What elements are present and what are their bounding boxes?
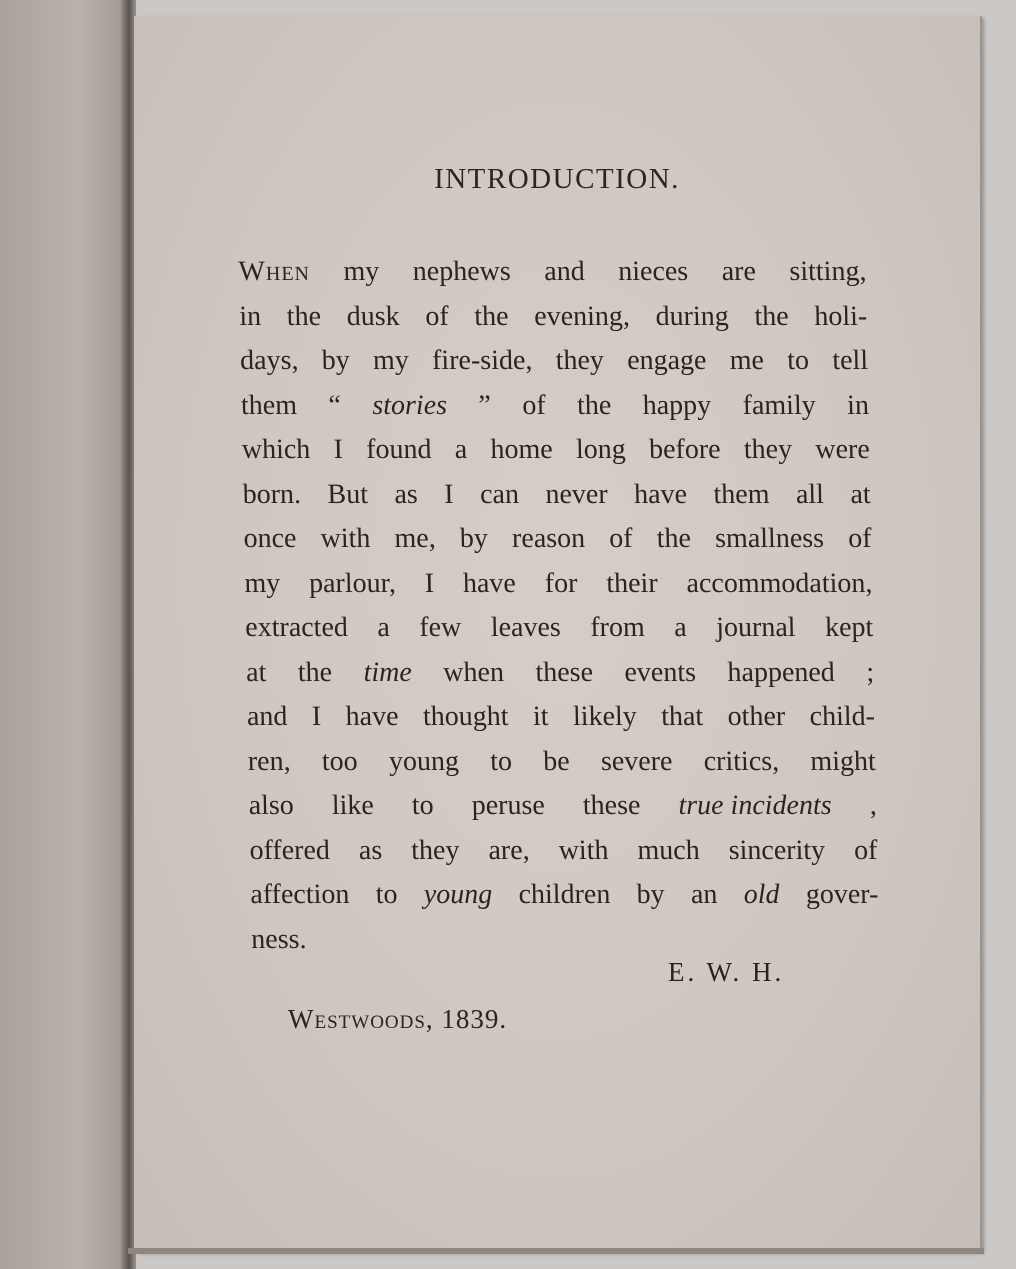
word: ” <box>478 389 492 421</box>
word: I <box>333 434 344 465</box>
italic-text: young <box>423 879 493 910</box>
word: to <box>375 879 398 910</box>
word: they <box>555 345 605 376</box>
word: in <box>846 389 870 421</box>
word: me <box>729 345 765 376</box>
word: sitting, <box>789 256 867 287</box>
place-and-date: Westwoods, 1839. <box>288 1004 508 1034</box>
word: my <box>372 345 410 376</box>
word: of <box>608 523 633 554</box>
introduction-text <box>238 250 880 962</box>
word: a <box>673 612 687 643</box>
word: I <box>424 567 435 599</box>
word: nephews <box>412 256 512 287</box>
word: much <box>637 834 700 866</box>
word: gover- <box>805 879 879 910</box>
text-line <box>244 562 873 607</box>
word: are <box>721 256 757 287</box>
word: critics, <box>703 745 780 777</box>
page-edge <box>128 1248 984 1254</box>
text-line <box>251 918 880 963</box>
word: family <box>742 389 816 421</box>
word: are, <box>488 834 530 866</box>
word: dusk <box>346 300 400 332</box>
word: long <box>575 434 627 465</box>
word: engage <box>626 345 707 376</box>
word: during <box>655 300 729 332</box>
word: all <box>795 478 825 510</box>
word: to <box>786 345 810 376</box>
word: these <box>535 656 594 688</box>
word: by <box>321 345 351 376</box>
word: at <box>850 478 871 510</box>
small-caps-text: When <box>238 256 311 287</box>
word: like <box>331 790 375 821</box>
word: and <box>543 256 585 287</box>
word: of <box>853 834 878 866</box>
word: nieces <box>617 256 689 287</box>
word: a <box>377 612 391 643</box>
word: home <box>490 434 554 465</box>
word: with <box>558 834 609 866</box>
word: few <box>419 612 462 643</box>
word: too <box>321 745 358 777</box>
word: it <box>532 701 549 732</box>
italic-text: time <box>363 656 413 688</box>
text-line <box>248 784 877 829</box>
word: have <box>345 701 399 732</box>
word: the <box>297 656 333 688</box>
word: that <box>660 701 704 732</box>
word: which <box>241 434 311 465</box>
word: these <box>582 790 641 821</box>
word: an <box>690 879 718 910</box>
word: the <box>576 389 612 421</box>
word: , <box>869 790 877 821</box>
word: But <box>327 478 369 510</box>
word: ren, <box>247 745 291 777</box>
italic-text: stories <box>371 389 448 421</box>
word: my <box>244 567 281 599</box>
word: as <box>394 478 419 510</box>
word: of <box>847 523 872 554</box>
word: by <box>459 523 489 554</box>
word: to <box>411 790 434 821</box>
word: the <box>754 300 789 332</box>
word: young <box>388 745 460 777</box>
word: thought <box>422 701 509 732</box>
word: might <box>810 745 877 777</box>
italic-text: old <box>743 879 780 910</box>
text-line <box>238 250 867 295</box>
word: accommodation, <box>686 567 873 599</box>
word: with <box>320 523 371 554</box>
word: kept <box>824 612 874 643</box>
word: them <box>240 389 298 421</box>
italic-text: true incidents <box>678 790 832 821</box>
word: sincerity <box>728 834 826 866</box>
word: by <box>636 879 665 910</box>
word: they <box>410 834 460 866</box>
left-page <box>0 0 132 1269</box>
word: peruse <box>471 790 546 821</box>
word: tell <box>831 345 869 376</box>
word: offered <box>249 834 331 866</box>
word: before <box>648 434 721 465</box>
word: born. <box>242 478 302 510</box>
text-line <box>242 473 871 518</box>
word: when <box>442 656 505 688</box>
text-line <box>247 695 876 740</box>
word: likely <box>572 701 638 732</box>
word: them <box>713 478 770 510</box>
word: a <box>454 434 468 465</box>
word: of <box>424 300 449 332</box>
word: their <box>605 567 658 599</box>
word: evening, <box>533 300 631 332</box>
word: once <box>243 523 297 554</box>
word: were <box>815 434 871 465</box>
signature: E. W. H. <box>668 957 785 987</box>
word: the <box>286 300 322 332</box>
text-line <box>247 740 876 785</box>
word: from <box>589 612 646 643</box>
word: to <box>489 745 513 777</box>
word: days, <box>239 345 299 376</box>
word: extracted <box>244 612 349 643</box>
word: my <box>343 256 380 287</box>
word: “ <box>328 389 342 421</box>
word: events <box>624 656 697 688</box>
word: they <box>743 434 793 465</box>
word: fire-side, <box>431 345 533 376</box>
text-line <box>240 339 869 384</box>
word: affection <box>250 879 350 910</box>
text-line <box>239 295 868 340</box>
word: severe <box>600 745 673 777</box>
word: happy <box>642 389 712 421</box>
word: ; <box>865 656 875 688</box>
word: children <box>518 879 611 910</box>
word: I <box>311 701 322 732</box>
word: smallness <box>714 523 825 554</box>
word: be <box>542 745 570 777</box>
word: child- <box>809 701 876 732</box>
word: as <box>358 834 383 866</box>
word: the <box>474 300 509 332</box>
text-line <box>241 428 870 473</box>
chapter-title: INTRODUCTION. <box>434 163 680 195</box>
text-line <box>246 651 875 696</box>
word: holi- <box>814 300 868 332</box>
word: have <box>633 478 688 510</box>
text-line <box>249 829 878 874</box>
word: the <box>656 523 692 554</box>
word: in <box>238 300 262 332</box>
text-line <box>241 384 870 429</box>
word: journal <box>715 612 796 643</box>
text-line <box>243 517 872 562</box>
text-line <box>250 873 879 918</box>
word: have <box>462 567 517 599</box>
word: reason <box>511 523 586 554</box>
word: leaves <box>490 612 562 643</box>
word: found <box>365 434 432 465</box>
word: also <box>248 790 295 821</box>
word: never <box>545 478 608 510</box>
word: for <box>544 567 578 599</box>
word: me, <box>394 523 437 554</box>
word: ness. <box>250 923 307 955</box>
word: other <box>727 701 786 732</box>
text-line <box>245 606 874 651</box>
word: can <box>479 478 520 510</box>
word: of <box>521 389 546 421</box>
word: and <box>246 701 288 732</box>
word: parlour, <box>308 567 397 599</box>
word: at <box>245 656 267 688</box>
word: happened <box>727 656 836 688</box>
word: I <box>443 478 454 510</box>
